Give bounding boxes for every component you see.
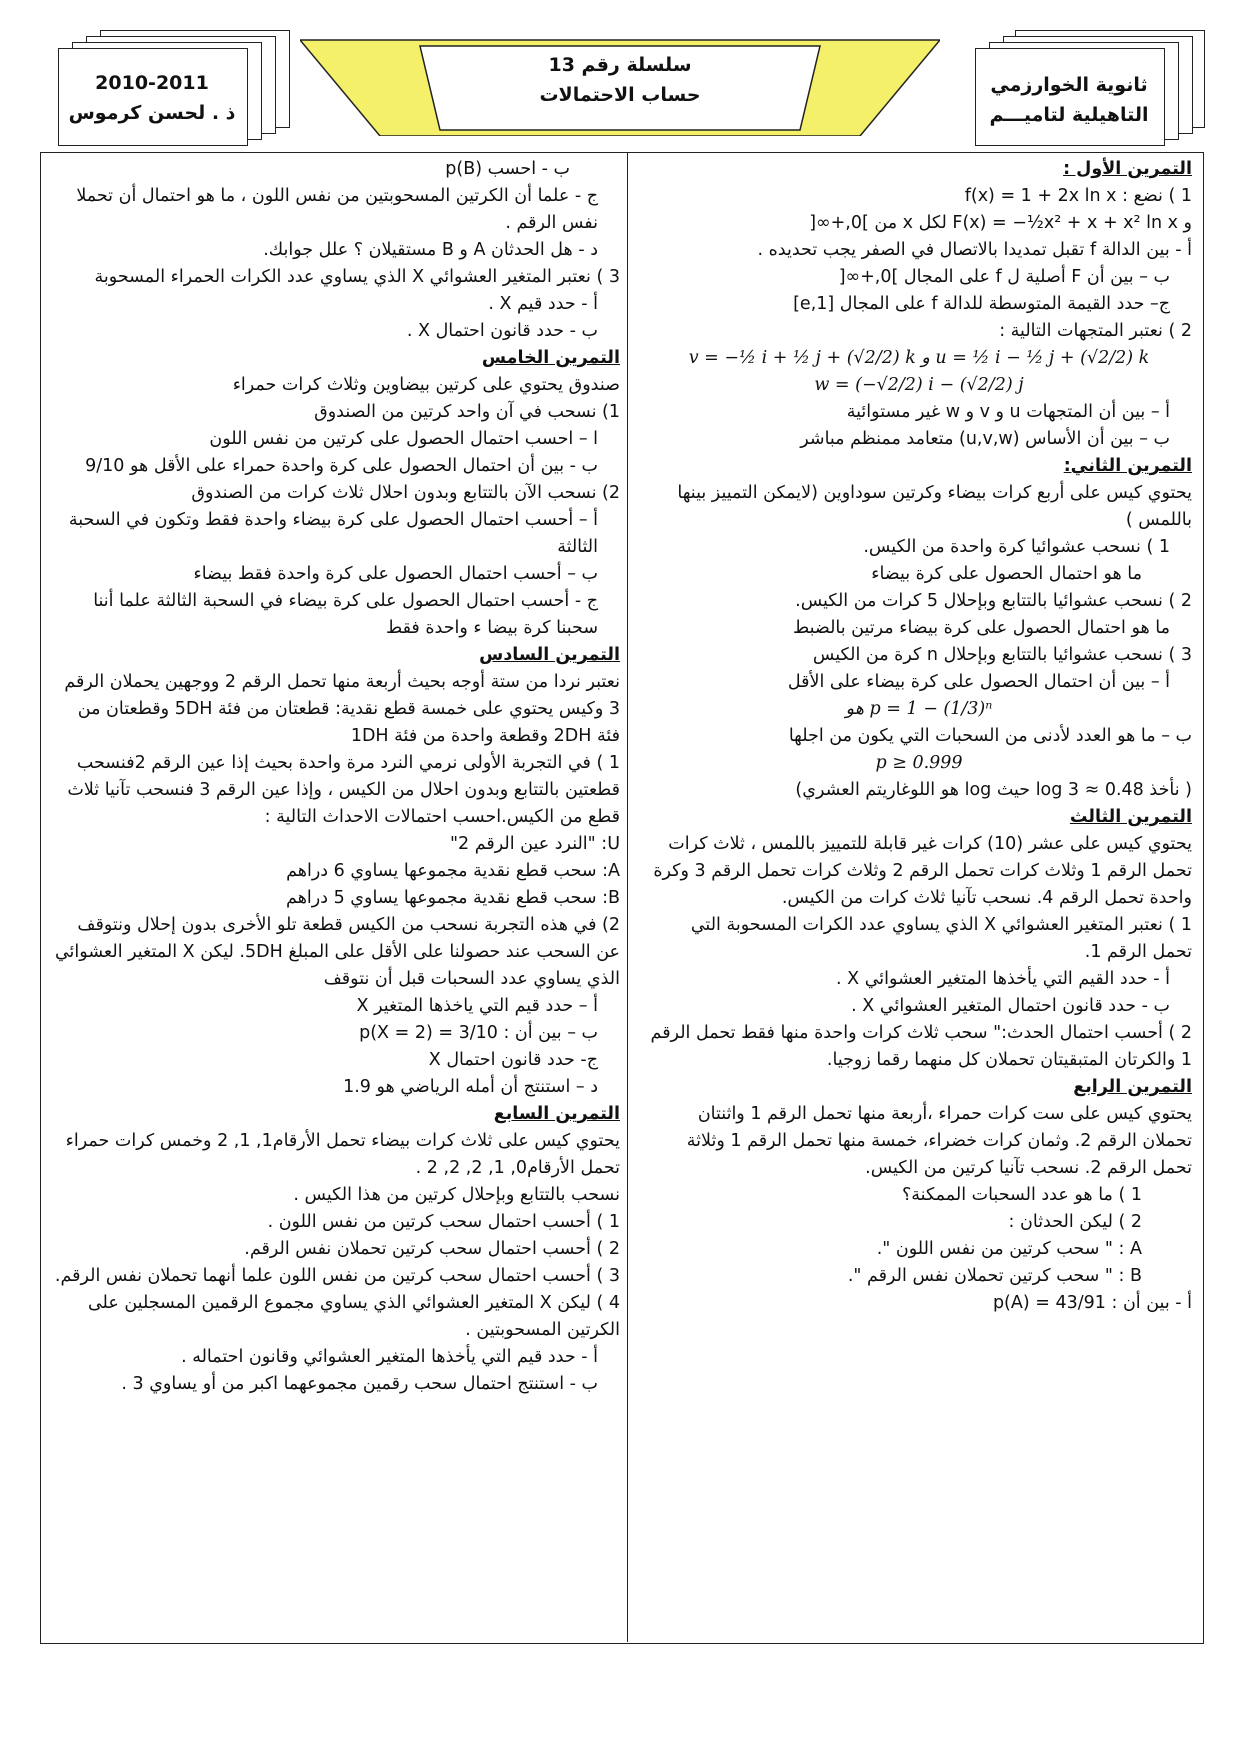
exercise-text: أ - بين أن : p(A) = 43/91 [992,1293,1192,1313]
exercise-text: B: سحب قطع نقدية مجموعها يساوي 5 دراهم [286,888,620,908]
exercise-subquestion: أ - حدد قيم التي يأخذها المتغير العشوائي وقانون احتماله . [181,1347,598,1367]
exercise-text: نسحب بالتتابع وبإحلال كرتين من هذا الكيس . [293,1185,620,1205]
exercise-heading: التمرين الأول : [1063,159,1192,179]
exercise-subquestion: أ – حدد قيم التي ياخذها المتغير X [356,996,598,1016]
exercise-text: 2 ) أحسب احتمال سحب كرتين تحملان نفس الرقم. [244,1239,620,1259]
exercise-subquestion: ج - علما أن الكرتين المسحوبتين من نفس اللون ، ما هو احتمال أن تحملا نفس الرقم . [76,186,598,233]
exercise-subquestion: ب – بين أن : p(X = 2) = 3/10 [359,1023,598,1043]
exercise-subquestion: 1 ) ما هو عدد السحبات الممكنة؟ [902,1185,1142,1205]
series-title: حساب الاحتمالات [539,84,701,106]
exercise-subquestion: ب – بين أن الأساس (u,v,w) متعامد ممنظم مباشر [800,429,1170,449]
exercise-text: 1 ) نضع : f(x) = 1 + 2x ln x [964,186,1192,206]
exercise-text: 1 ) في التجربة الأولى نرمي النرد مرة واحدة بحيث إذا عين الرقم 2فنسحب قطعتين بالتتابع وبدون احلال من الكيس ، وإذا عين الرقم 3 فنسحب تآنيا ثلاث قطع من الكيس.احسب احتمالات الاحداث التالية : [67,753,620,827]
exercise-subquestion: ب - استنتج احتمال سحب رقمين مجموعهما اكبر من أو يساوي 3 . [121,1374,598,1394]
column-divider [627,152,628,1642]
exercise-subquestion: ب - حدد قانون احتمال X . [406,321,598,341]
exercise-heading: التمرين السابع [493,1104,620,1124]
exercise-text: 3 ) نسحب عشوائيا بالتتابع وبإحلال n كرة من الكيس [812,645,1192,665]
exercise-text: يحتوي كيس على ثلاث كرات بيضاء تحمل الأرقام1, 1, 2 وخمس كرات حمراء تحمل الأرقام0, 1, 2, 2, 2 . [65,1131,620,1178]
exercise-text: يحتوي كيس على عشر (10) كرات غير قابلة للتمييز باللمس ، ثلاث كرات تحمل الرقم 1 وثلاث كرات تحمل الرقم 2 وثلاث كرات تحمل الرقم 3 وكرة واحدة تحمل الرقم 4. نسحب تآنيا ثلاث كرات من الكيس. [653,834,1192,908]
exercise-text: نعتبر نردا من ستة أوجه بحيث أربعة منها تحمل الرقم 2 ووجهين يحملان الرقم 3 وكيس يحتوي على خمسة قطع نقدية: قطعتان من فئة 5DH وقطعتان من فئة 2DH وقطعة واحدة من فئة 1DH [64,672,620,746]
exercise-subquestion: أ - حدد القيم التي يأخذها المتغير العشوائي X . [836,969,1170,989]
exercise-subquestion: A : " سحب كرتين من نفس اللون ". [876,1239,1142,1259]
exercise-subquestion: ما هو احتمال الحصول على كرة بيضاء [871,564,1142,584]
right-column [646,156,1192,1317]
exercise-subquestion: ب - بين أن احتمال الحصول على كرة واحدة حمراء على الأقل هو 9/10 [85,456,598,476]
exercise-text: أ - بين الدالة f تقبل تمديدا بالاتصال في الصفر يجب تحديده . [757,240,1192,260]
math-formula: v = −½ i + ½ j + (√2/2) k و u = ½ i − ½ j + (√2/2) k [688,348,1150,368]
exercise-subquestion: ج– حدد القيمة المتوسطة للدالة f على المجال [1,e] [793,294,1170,314]
school-box [975,30,1205,140]
exercise-subquestion: ب - احسب p(B) [445,159,570,179]
exercise-subquestion: ب - حدد قانون احتمال المتغير العشوائي X . [851,996,1170,1016]
exercise-text: صندوق يحتوي على كرتين بيضاوين وثلاث كرات حمراء [232,375,620,395]
exercise-text: U: "النرد عين الرقم 2" [449,834,620,854]
exercise-subquestion: أ – بين أن احتمال الحصول على كرة بيضاء على الأقل [787,672,1170,692]
exercise-subquestion: د – استنتج أن أمله الرياضي هو 1.9 [343,1077,598,1097]
exercise-subquestion: ب – بين أن F أصلية ل f على المجال ]0,+∞[ [838,267,1170,287]
exercise-subquestion: أ - حدد قيم X . [488,294,598,314]
exercise-subquestion: ج- حدد قانون احتمال X [428,1050,598,1070]
teacher-name: ذ . لحسن كرموس [68,102,236,124]
series-number: سلسلة رقم 13 [548,54,692,76]
school-name: ثانوية الخوارزمي [990,74,1148,96]
exercise-subquestion: ا – احسب احتمال الحصول على كرتين من نفس اللون [209,429,598,449]
exercise-subquestion: أ – أحسب احتمال الحصول على كرة بيضاء واحدة فقط وتكون في السحبة الثالثة [68,510,598,557]
school-year: 2010-2011 [95,72,209,94]
exercise-subquestion: د - هل الحدثان A و B مستقيلان ؟ علل جوابك. [263,240,598,260]
exercise-subquestion: ب – أحسب احتمال الحصول على كرة واحدة فقط بيضاء [193,564,598,584]
exercise-subquestion: ما هو احتمال الحصول على كرة بيضاء مرتين بالضبط [793,618,1170,638]
left-column [50,156,620,1398]
exercise-heading: التمرين الخامس [481,348,620,368]
exercise-heading: التمرين السادس [479,645,620,665]
exercise-subquestion: B : " سحب كرتين تحملان نفس الرقم ". [847,1266,1142,1286]
exercise-text: 1 ) أحسب احتمال سحب كرتين من نفس اللون . [267,1212,620,1232]
exercise-text: 2) في هذه التجربة نسحب من الكيس قطعة تلو الأخرى بدون إحلال ونتوقف عن السحب عند حصولنا على الأقل على المبلغ 5DH. ليكن X المتغير العشوائي الذي يساوي عدد السحبات قبل أن نتوقف [54,915,620,989]
math-formula: هو p = 1 − (1/3)ⁿ [845,699,993,719]
exercise-text: 2 ) نسحب عشوائيا بالتتابع وبإحلال 5 كرات من الكيس. [795,591,1192,611]
exercise-subquestion: 2 ) ليكن الحدثان : [1008,1212,1142,1232]
title-banner [300,36,940,136]
exercise-text: 2) نسحب الآن بالتتابع وبدون احلال ثلاث كرات من الصندوق [191,483,620,503]
exercise-subquestion: 1 ) نسحب عشوائيا كرة واحدة من الكيس. [863,537,1170,557]
exercise-text: ب – ما هو العدد لأدنى من السحبات التي يكون من اجلها [788,726,1192,746]
exercise-text: A: سحب قطع نقدية مجموعها يساوي 6 دراهم [286,861,620,881]
exercise-text: يحتوي كيس على ست كرات حمراء ،أربعة منها تحمل الرقم 1 واثنتان تحملان الرقم 2. وثمان كرات خضراء، خمسة منها تحمل الرقم 1 وثلاثة تحمل الرقم 2. نسحب تآنيا كرتين من الكيس. [686,1104,1192,1178]
exercise-subquestion: أ – بين أن المتجهات u و v و w غير مستوائية [846,402,1170,422]
exercise-text: 1) نسحب في آن واحد كرتين من الصندوق [314,402,620,422]
school-subtitle: التاهيلية لتاميـــم [989,104,1149,126]
exercise-text: 1 ) نعتبر المتغير العشوائي X الذي يساوي عدد الكرات المسحوبة التي تحمل الرقم 1. [690,915,1192,962]
exercise-text: 2 ) أحسب احتمال الحدث:" سحب ثلاث كرات واحدة منها فقط تحمل الرقم 1 والكرتان المتبقيتان تحملان كل منهما رقما زوجيا. [650,1023,1192,1070]
exercise-text: ( نأخذ log 3 ≈ 0.48 حيث log هو اللوغاريتم العشري) [795,780,1192,800]
exercise-text: 2 ) نعتبر المتجهات التالية : [999,321,1192,341]
teacher-box [42,30,272,140]
math-formula: w = (−√2/2) i − (√2/2) j [814,375,1024,395]
exercise-text: 3 ) أحسب احتمال سحب كرتين من نفس اللون علما أنهما تحملان نفس الرقم. [54,1266,620,1286]
math-formula: p ≥ 0.999 [875,753,963,773]
exercise-text: 4 ) ليكن X المتغير العشوائي الذي يساوي مجموع الرقمين المسجلين على الكرتين المسحوبتين . [87,1293,620,1340]
exercise-text: و F(x) = −½x² + x + x² ln x لكل x من ]0,+∞[ [809,213,1192,233]
exercise-heading: التمرين الثاني: [1063,456,1192,476]
exercise-heading: التمرين الثالث [1069,807,1192,827]
exercise-text: 3 ) نعتبر المتغير العشوائي X الذي يساوي عدد الكرات الحمراء المسحوبة [94,267,620,287]
exercise-heading: التمرين الرابع [1073,1077,1192,1097]
exercise-text: يحتوي كيس على أربع كرات بيضاء وكرتين سوداوين (لايمكن التمييز بينها باللمس ) [677,483,1192,530]
exercise-subquestion: ج - أحسب احتمال الحصول على كرة بيضاء في السحبة الثالثة علما أننا سحبنا كرة بيضا ء واحدة فقط [93,591,598,638]
